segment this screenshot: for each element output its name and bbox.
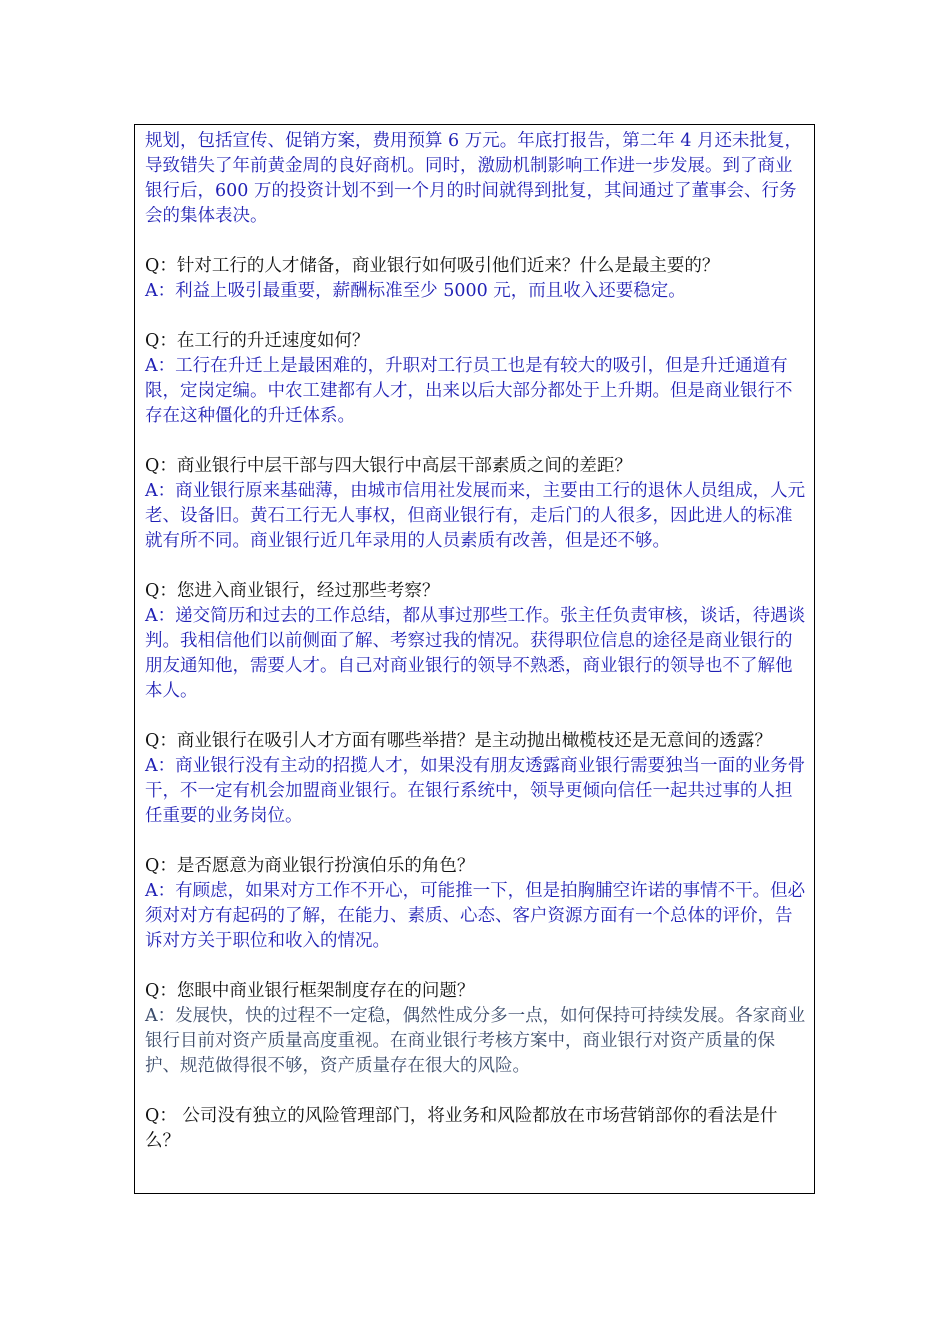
answer-4: A：递交简历和过去的工作总结，都从事过那些工作。张主任负责审核，谈话，待遇谈判。我相信他们以前侧面了解、考察过我的情况。获得职位信息的途径是商业银行的朋友通知他，需要人才。自己对商业银行的领导不熟悉，商业银行的领导也不了解他本人。 (145, 606, 806, 701)
answer-7: A：发展快，快的过程不一定稳，偶然性成分多一点，如何保持可持续发展。各家商业银行目前对资产质量高度重视。在商业银行考核方案中，商业银行对资产质量的保护、规范做得很不够，资产质量存在很大的风险。 (145, 1006, 806, 1076)
question-4: Q：您进入商业银行，经过那些考察？ (145, 581, 440, 601)
answer-3: A：商业银行原来基础薄，由城市信用社发展而来，主要由工行的退休人员组成，人元老、设备旧。黄石工行无人事权，但商业银行有，走后门的人很多，因此进人的标准就有所不同。商业银行近几年录用的人员素质有改善，但是还不够。 (145, 481, 806, 551)
answer-2: A：工行在升迁上是最困难的，升职对工行员工也是有较大的吸引，但是升迁通道有限，定岗定编。中农工建都有人才，出来以后大部分都处于上升期。但是商业银行不存在这种僵化的升迁体系。 (145, 356, 793, 426)
question-3: Q：商业银行中层干部与四大银行中高层干部素质之间的差距？ (145, 456, 632, 476)
answer-6: A：有顾虑，如果对方工作不开心，可能推一下，但是拍胸脯空许诺的事情不干。但必须对对方有起码的了解，在能力、素质、心态、客户资源方面有一个总体的评价，告诉对方关于职位和收入的情况。 (145, 881, 806, 951)
interview-frame (134, 124, 815, 1194)
question-1: Q：针对工行的人才储备，商业银行如何吸引他们近来？什么是最主要的？ (145, 256, 720, 276)
answer-1: A：利益上吸引最重要，薪酬标准至少 5000 元，而且收入还要稳定。 (145, 281, 686, 301)
question-5: Q：商业银行在吸引人才方面有哪些举措？是主动抛出橄榄枝还是无意间的透露？ (145, 731, 772, 751)
question-2: Q：在工行的升迁速度如何？ (145, 331, 370, 351)
intro-paragraph: 规划，包括宣传、促销方案，费用预算 6 万元。年底打报告，第二年 4 月还未批复，导致错失了年前黄金周的良好商机。同时，激励机制影响工作进一步发展。到了商业银行后，600 万的投资计划不到一个月的时间就得到批复，其间通过了董事会、行务会的集体表决。 (145, 131, 803, 226)
question-6: Q：是否愿意为商业银行扮演伯乐的角色？ (145, 856, 475, 876)
question-8: Q： 公司没有独立的风险管理部门，将业务和风险都放在市场营销部你的看法是什么？ (145, 1106, 778, 1151)
answer-5: A：商业银行没有主动的招揽人才，如果没有朋友透露商业银行需要独当一面的业务骨干，不一定有机会加盟商业银行。在银行系统中，领导更倾向信任一起共过事的人担任重要的业务岗位。 (145, 756, 806, 826)
question-7: Q：您眼中商业银行框架制度存在的问题？ (145, 981, 475, 1001)
